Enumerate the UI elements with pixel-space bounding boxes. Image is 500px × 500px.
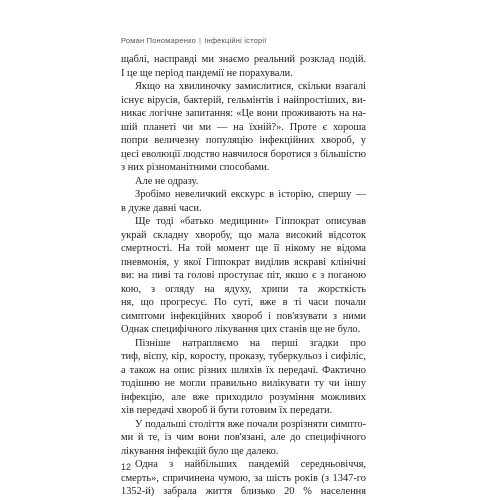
text-line: інфекцію, але вже приходило розуміння можливих xyxy=(121,391,366,403)
text-line: симптоми інфекційних хвороб і пов'язувати з ними xyxy=(121,310,366,322)
text-line: Одна з найбільших пандемій середньовіччя, xyxy=(135,459,366,470)
text-line: Але не одразу. xyxy=(135,175,199,187)
text-line: Однак специфічного лікування цих станів ще не було. xyxy=(121,324,361,335)
text-line: лікування інфекцій було ще далеко. xyxy=(121,445,279,457)
text-line: Зробімо невеличкий екскурс в історію, спершу — xyxy=(135,189,366,200)
text-line: ня, що прогресує. По суті, вже в ті часи почали xyxy=(121,297,366,308)
text-line: Ще тоді «батько медицини» Гіппократ описував xyxy=(135,216,366,227)
running-head-separator: | xyxy=(199,36,202,45)
text-line: з них різноманітними способами. xyxy=(121,162,270,173)
text-line: никає логічне запитання: «Це вони проживають на на- xyxy=(121,108,366,119)
text-line: щаблі, насправді ми знаємо реальний розклад подій. xyxy=(121,54,366,65)
text-line: ми й те, із чим вони пов'язані, але до специфічного xyxy=(121,432,366,443)
text-line: тодішню не могли правильно вилікувати ту чи іншу xyxy=(121,378,366,389)
text-line: шій планеті чи ми — на їхній?». Проте є хороша xyxy=(121,121,366,133)
text-line: тиф, віспу, кір, коросту, проказу, туберкульоз і сифіліс, xyxy=(121,351,366,362)
text-line: хів передачі хвороб й бути готовим їх передати. xyxy=(121,405,333,416)
text-line: в дуже давні часи. xyxy=(121,202,202,214)
text-line: смерть», спричинена чумою, за шість років (з 1347-го xyxy=(121,472,366,484)
text-line: існує вірусів, бактерій, гельмінтів і найпростіших, ви- xyxy=(121,94,366,106)
text-line: а також на опис різних шляхів їх передачі. Фактично xyxy=(121,364,366,376)
text-line: Пізніше натрапляємо на перші згадки про xyxy=(135,337,366,349)
text-line: цесі еволюції людство навчилося боротися з більшістю xyxy=(121,148,366,160)
text-line: І це ще період пандемії не порахували. xyxy=(121,67,293,79)
page-number: 12 xyxy=(121,462,132,472)
running-head xyxy=(121,36,267,45)
text-line: украй складну хворобу, що мала високий відсоток xyxy=(121,229,366,241)
text-line: попри величезну популяцію інфекційних хвороб, у xyxy=(121,135,366,146)
text-line: У подальші століття вже почали розрізняти симпто- xyxy=(135,418,366,430)
text-line: 1352-й) забрала життя близько 20 % населення xyxy=(121,486,366,497)
running-head-author: Роман Пономаренко xyxy=(121,36,197,45)
text-line: пневмонія, у якої Гіппократ виділив яскраві клінічні xyxy=(121,256,366,268)
text-line: ви: на пиві та голові проступає піт, якшо є з поганою xyxy=(121,270,366,281)
body-text xyxy=(121,53,366,499)
text-line: Якщо на хвилиночку замислитися, скільки взагалі xyxy=(135,81,366,92)
text-line: смертності. На той момент ще її нікому не відома xyxy=(121,243,366,254)
text-line: кою, з огляду на ядуху, хрипи та жорсткість xyxy=(121,283,366,295)
running-head-title: Інфекційні історії xyxy=(204,36,267,45)
